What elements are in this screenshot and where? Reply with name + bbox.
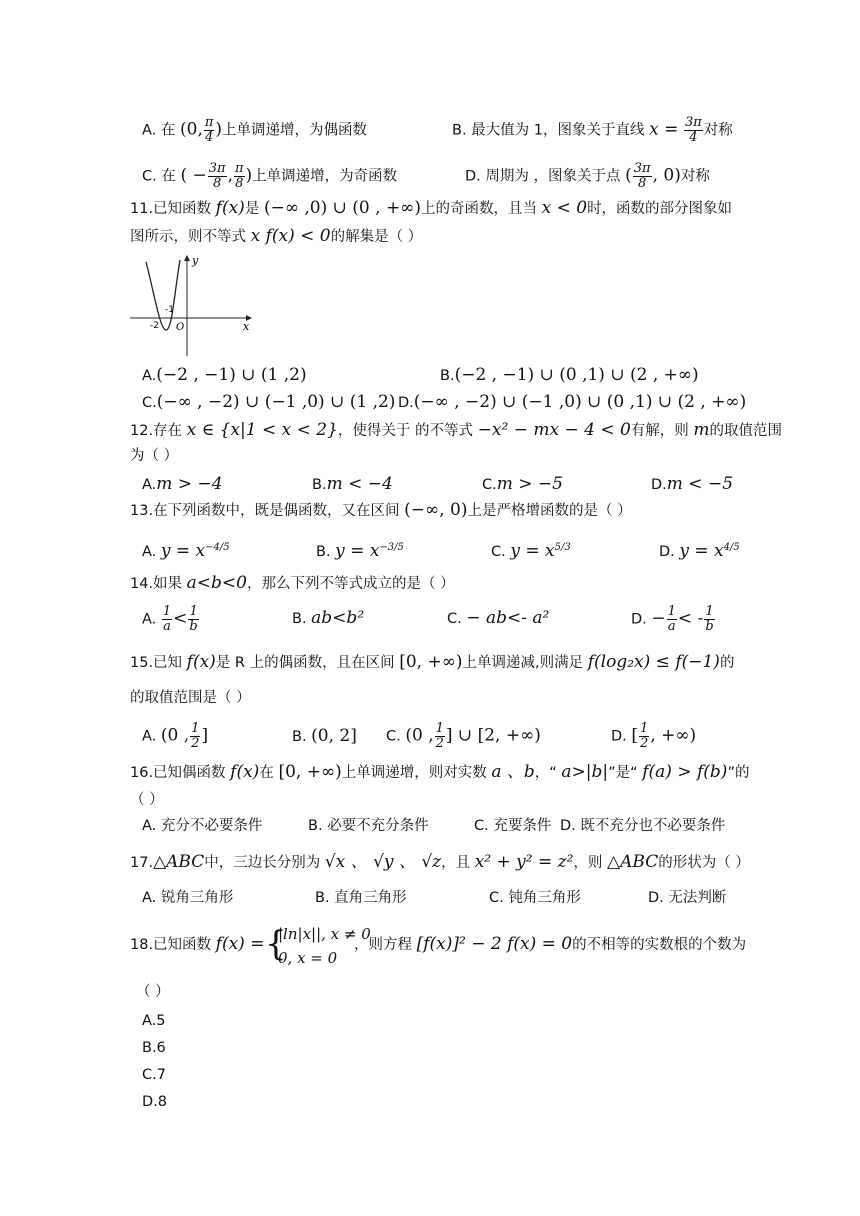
q12-set: x ∈ {x|1 < x < 2} — [186, 420, 338, 440]
q15-interval: [0, +∞) — [399, 652, 463, 672]
frac-num: 3π — [633, 161, 651, 176]
q16-condition-2: f(a) > f(b) — [642, 762, 728, 782]
q12-option-d — [651, 474, 733, 495]
q12-option-b — [312, 474, 393, 495]
q11-function-graph — [128, 252, 258, 362]
frac-num: 1 — [191, 721, 200, 736]
frac-den: 2 — [435, 736, 444, 751]
q17-text: ，且 — [441, 855, 471, 871]
graph-x-label: x — [243, 320, 250, 333]
frac-num: 3π — [208, 161, 226, 176]
q12-text: 有解，则 — [630, 423, 689, 439]
q16-option-c — [474, 816, 551, 836]
q13-b-exponent: −3/5 — [379, 542, 404, 553]
q10-a-label: A. 在 — [142, 122, 176, 139]
graph-tick-neg2: -2 — [150, 321, 159, 331]
frac-num: 1 — [667, 604, 676, 619]
q17-option-d — [648, 888, 726, 908]
q11-text: 是 — [244, 201, 260, 217]
q17-triangle: △ABC — [607, 852, 659, 872]
frac-num: 1 — [435, 721, 444, 736]
q18-function: f(x) = — [215, 934, 265, 954]
q15-inequality: f(log₂x) ≤ f(−1) — [587, 652, 720, 672]
y-axis-arrow — [184, 255, 190, 261]
q11-c-label: C. — [142, 395, 157, 411]
q17-c-text: C. 钝角三角形 — [489, 890, 581, 906]
q14-condition: a<b<0 — [186, 573, 247, 593]
q14-b-value: ab<b² — [311, 608, 365, 628]
q14-text: ，那么下列不等式成立的是（ ） — [247, 576, 455, 592]
q16-text: 上单调递增，则对实数 — [341, 765, 487, 781]
q18-c-text: C.7 — [142, 1067, 166, 1083]
q13-c-label: C. — [491, 543, 506, 560]
q14-a-lt: < — [173, 608, 188, 629]
q13-option-d — [659, 538, 740, 562]
q13-interval: (−∞, 0) — [404, 500, 468, 520]
q18-option-b — [142, 1038, 166, 1058]
q11-stem-line-2 — [130, 226, 422, 247]
q18-b-text: B.6 — [142, 1040, 166, 1056]
frac-num: 1 — [705, 604, 714, 619]
q14-d-fraction-2 — [704, 605, 714, 634]
q15-option-c — [386, 722, 541, 751]
q13-a-label: A. — [142, 543, 157, 560]
q15-option-b — [292, 726, 357, 747]
q16-text: ，“ — [534, 765, 557, 781]
q14-d-neg: − — [651, 608, 666, 629]
q10-a-interval-close: ) — [215, 119, 223, 140]
q17-option-a — [142, 888, 233, 908]
q11-a-value: (−2 , −1) ∪ (1 ,2) — [156, 365, 307, 385]
q12-text: 的取值范围 — [709, 423, 783, 439]
q15-c-label: C. — [386, 728, 401, 745]
q17-stem — [130, 852, 750, 873]
q12-text: 为（ ） — [130, 448, 179, 464]
q10-a-fraction — [204, 116, 215, 145]
q18-text: 的不相等的实数根的个数为 — [572, 937, 747, 953]
q15-text: 15.已知 — [130, 655, 183, 671]
q11-option-c — [142, 392, 395, 413]
q15-c-open: (0 , — [405, 725, 434, 746]
q16-text: （ ） — [130, 792, 164, 808]
q12-a-value: m > −4 — [156, 474, 223, 494]
q17-a-text: A. 锐角三角形 — [142, 890, 234, 906]
frac-den: 2 — [191, 736, 200, 751]
q11-text: 11.已知函数 — [130, 201, 212, 217]
q13-d-base: y = x — [679, 540, 724, 561]
q10-d-close: , 0) — [652, 165, 681, 186]
q12-text: ，使得关于 的不等式 — [337, 423, 474, 439]
q12-b-label: B. — [312, 477, 327, 493]
function-curve — [146, 260, 180, 330]
q15-a-open: (0 , — [160, 725, 190, 746]
q15-text: 的取值范围是（ ） — [130, 690, 251, 706]
q11-a-label: A. — [142, 368, 157, 384]
frac-den: 8 — [213, 176, 222, 191]
q11-condition: x < 0 — [541, 198, 588, 218]
q10-b-text: B. 最大值为 1，图象关于直线 — [452, 122, 645, 139]
graph-y-label: y — [192, 254, 199, 267]
q18-text: ，则方程 — [354, 937, 412, 953]
frac-den: 4 — [689, 130, 698, 145]
frac-den: 2 — [640, 736, 649, 751]
frac-den: a — [667, 619, 676, 634]
q18-stem-line-2 — [136, 982, 170, 1002]
q18-text: 18.已知函数 — [130, 937, 212, 953]
q16-c-text: C. 充要条件 — [474, 818, 552, 834]
q16-stem-line-1 — [130, 762, 749, 783]
q13-option-b — [316, 538, 404, 562]
q12-text: 12.存在 — [130, 423, 183, 439]
q13-text: 上是严格增函数的是（ ） — [467, 503, 632, 519]
q18-case-1: |ln|x||, x ≠ 0 — [278, 925, 371, 943]
q14-b-label: B. — [292, 611, 307, 627]
q16-variables: a 、b — [491, 762, 535, 782]
q17-d-text: D. 无法判断 — [648, 890, 727, 906]
q15-c-close: ] ∪ [2, +∞) — [445, 725, 541, 746]
q16-function: f(x) — [230, 762, 260, 782]
q13-option-c — [491, 538, 571, 562]
frac-num: 1 — [162, 604, 172, 619]
q10-d-suffix: 对称 — [680, 168, 710, 185]
q10-b-suffix: 对称 — [703, 122, 733, 139]
q17-triangle: △ABC — [153, 852, 205, 872]
q15-a-label: A. — [142, 728, 157, 745]
q15-d-open: [ — [631, 725, 639, 746]
q18-piecewise-brace: { — [265, 924, 287, 964]
q11-option-d — [398, 392, 746, 413]
q17-sides: √x 、 √y 、 √z — [324, 852, 442, 872]
q15-stem-line-1 — [130, 652, 734, 673]
q14-d-label: D. — [631, 611, 647, 628]
q10-d-fraction — [633, 162, 652, 191]
q14-option-d — [631, 605, 716, 634]
q17-text: 中，三边长分别为 — [204, 855, 321, 871]
q16-interval: [0, +∞) — [278, 762, 342, 782]
q17-text: 的形状为（ ） — [658, 855, 750, 871]
q11-text: 图所示，则不等式 — [130, 229, 246, 245]
q10-d-text: D. 周期为 ，图象关于点 — [465, 168, 621, 185]
q16-a-text: A. 充分不必要条件 — [142, 818, 263, 834]
q15-d-label: D. — [611, 728, 627, 745]
q18-stem-rest — [354, 934, 746, 955]
q13-d-exponent: 4/5 — [723, 542, 740, 553]
q15-text: 的 — [719, 655, 735, 671]
graph-tick-neg1: -1 — [165, 305, 174, 315]
frac-den: b — [189, 619, 198, 634]
q11-d-value: (−∞ , −2) ∪ (−1 ,0) ∪ (0 ,1) ∪ (2 , +∞) — [413, 392, 747, 412]
q18-d-text: D.8 — [142, 1094, 167, 1110]
q17-option-c — [489, 888, 581, 908]
q12-inequality: −x² − mx − 4 < 0 — [477, 420, 631, 440]
q12-d-value: m < −5 — [666, 474, 734, 494]
frac-den: b — [705, 619, 714, 634]
q10-c-open: ( − — [180, 165, 207, 186]
q15-option-a — [142, 722, 208, 751]
q17-number: 17. — [130, 855, 154, 871]
q14-a-fraction-2 — [188, 605, 198, 634]
q13-option-a — [142, 538, 230, 562]
q13-c-exponent: 5/3 — [554, 542, 571, 553]
q18-option-c — [142, 1065, 166, 1085]
q11-option-a — [142, 365, 307, 386]
q16-text: ”的 — [727, 765, 750, 781]
q14-c-value: − ab<- a² — [466, 608, 550, 628]
q12-option-a — [142, 474, 223, 495]
q18-case-2: 0, x = 0 — [278, 949, 338, 967]
q15-option-d — [611, 722, 696, 751]
q10-option-a — [142, 116, 367, 145]
frac-num: π — [234, 161, 244, 176]
q18-a-text: A.5 — [142, 1013, 166, 1029]
q15-text: 上单调递减,则满足 — [462, 655, 584, 671]
q17-option-b — [315, 888, 407, 908]
q15-b-value: (0, 2] — [311, 726, 357, 746]
q17-b-text: B. 直角三角形 — [315, 890, 407, 906]
q17-text: ，则 — [573, 855, 603, 871]
q15-a-close: ] — [201, 725, 209, 746]
q16-option-b — [308, 816, 429, 836]
q14-d-mid: < - — [677, 608, 704, 629]
q18-option-d — [142, 1092, 167, 1112]
frac-den: 8 — [638, 176, 647, 191]
q15-text: 是 R 上的偶函数，且在区间 — [215, 655, 395, 671]
q14-a-fraction-1 — [162, 605, 172, 634]
q11-b-value: (−2 , −1) ∪ (0 ,1) ∪ (2 , +∞) — [454, 365, 699, 385]
q10-a-text: 上单调递增，为偶函数 — [222, 122, 368, 139]
q13-text: 13.在下列函数中，既是偶函数，又在区间 — [130, 503, 400, 519]
q16-text: 16.已知偶函数 — [130, 765, 226, 781]
q16-option-d — [560, 816, 725, 836]
q16-b-text: B. 必要不充分条件 — [308, 818, 429, 834]
q16-option-a — [142, 816, 262, 836]
q14-c-label: C. — [447, 611, 462, 627]
q11-inequality: x f(x) < 0 — [250, 226, 331, 246]
q16-condition-1: a>|b| — [561, 762, 609, 782]
q14-option-a — [142, 605, 200, 634]
q14-stem — [130, 573, 455, 594]
q18-option-a — [142, 1011, 166, 1031]
q11-b-label: B. — [440, 368, 455, 384]
q14-option-c — [447, 608, 549, 629]
q10-b-fraction — [684, 116, 703, 145]
q13-stem — [130, 500, 632, 521]
frac-num: π — [204, 115, 214, 130]
q10-c-label: C. 在 — [142, 168, 176, 185]
q16-stem-line-2 — [130, 790, 164, 810]
q12-stem-line-1 — [130, 420, 782, 441]
q15-d-close: , +∞) — [650, 725, 697, 746]
q15-function: f(x) — [186, 652, 216, 672]
q10-option-b — [452, 116, 733, 145]
q16-text: ”是“ — [608, 765, 638, 781]
frac-den: 4 — [204, 130, 214, 145]
q14-a-label: A. — [142, 611, 157, 628]
q13-b-label: B. — [316, 543, 331, 560]
q11-c-value: (−∞ , −2) ∪ (−1 ,0) ∪ (1 ,2) — [156, 392, 396, 412]
q11-text: 的解集是（ ） — [330, 229, 423, 245]
q12-a-label: A. — [142, 477, 157, 493]
frac-den: 8 — [235, 176, 244, 191]
frac-num: 1 — [189, 604, 198, 619]
q12-c-label: C. — [482, 477, 497, 493]
q12-variable: m — [693, 420, 710, 440]
frac-num: 3π — [684, 115, 702, 130]
q10-option-c: C. 在 ( − $\frac{3\pi}{8}$ , $\frac{\pi}{8}$ )上单调递增，为奇函数 — [142, 161, 398, 191]
q18-stem — [130, 934, 264, 955]
q15-a-fraction — [190, 722, 200, 751]
q14-option-b — [292, 608, 364, 629]
q13-d-label: D. — [659, 543, 675, 560]
q13-a-base: y = x — [160, 540, 206, 561]
q18-equation: [f(x)]² − 2 f(x) = 0 — [416, 934, 573, 954]
q10-c-fraction-1 — [208, 162, 227, 191]
q12-b-value: m < −4 — [326, 474, 393, 494]
q10-c-text: 上单调递增，为奇函数 — [252, 168, 398, 185]
q11-text: 上的奇函数，且当 — [420, 201, 537, 217]
q11-stem-line-1 — [130, 198, 732, 219]
frac-num: 1 — [640, 721, 649, 736]
q11-text: 时，函数的部分图象如 — [587, 201, 733, 217]
q15-b-label: B. — [292, 729, 307, 745]
q12-stem-line-2 — [130, 446, 178, 466]
q17-equation: x² + y² = z² — [474, 852, 574, 872]
q11-function: f(x) — [215, 198, 245, 218]
q13-c-base: y = x — [510, 540, 555, 561]
q14-text: 14.如果 — [130, 576, 183, 592]
q11-d-label: D. — [398, 395, 414, 411]
q14-d-fraction-1 — [667, 605, 677, 634]
q10-b-eq: x = — [649, 119, 679, 140]
q10-c-fraction-2 — [234, 162, 245, 191]
q11-option-b — [440, 365, 699, 386]
q12-c-value: m > −5 — [496, 474, 563, 494]
q13-a-exponent: −4/5 — [205, 542, 230, 553]
graph-origin-label: O — [176, 322, 185, 333]
q15-stem-line-2 — [130, 688, 251, 708]
q11-domain: (−∞ ,0) ∪ (0 , +∞) — [263, 198, 421, 218]
q12-option-c — [482, 474, 563, 495]
q10-a-interval: (0, — [180, 119, 203, 140]
q16-d-text: D. 既不充分也不必要条件 — [560, 818, 726, 834]
frac-den: a — [163, 619, 171, 634]
q18-text: （ ） — [136, 984, 170, 1000]
q15-c-fraction — [435, 722, 445, 751]
q12-d-label: D. — [651, 477, 667, 493]
q15-d-fraction — [639, 722, 649, 751]
q10-option-d: D. 周期为 ，图象关于点 ( $\frac{3\pi}{8}$ , 0)对称 — [465, 161, 710, 191]
q13-b-base: y = x — [335, 540, 380, 561]
q16-text: 在 — [259, 765, 274, 781]
